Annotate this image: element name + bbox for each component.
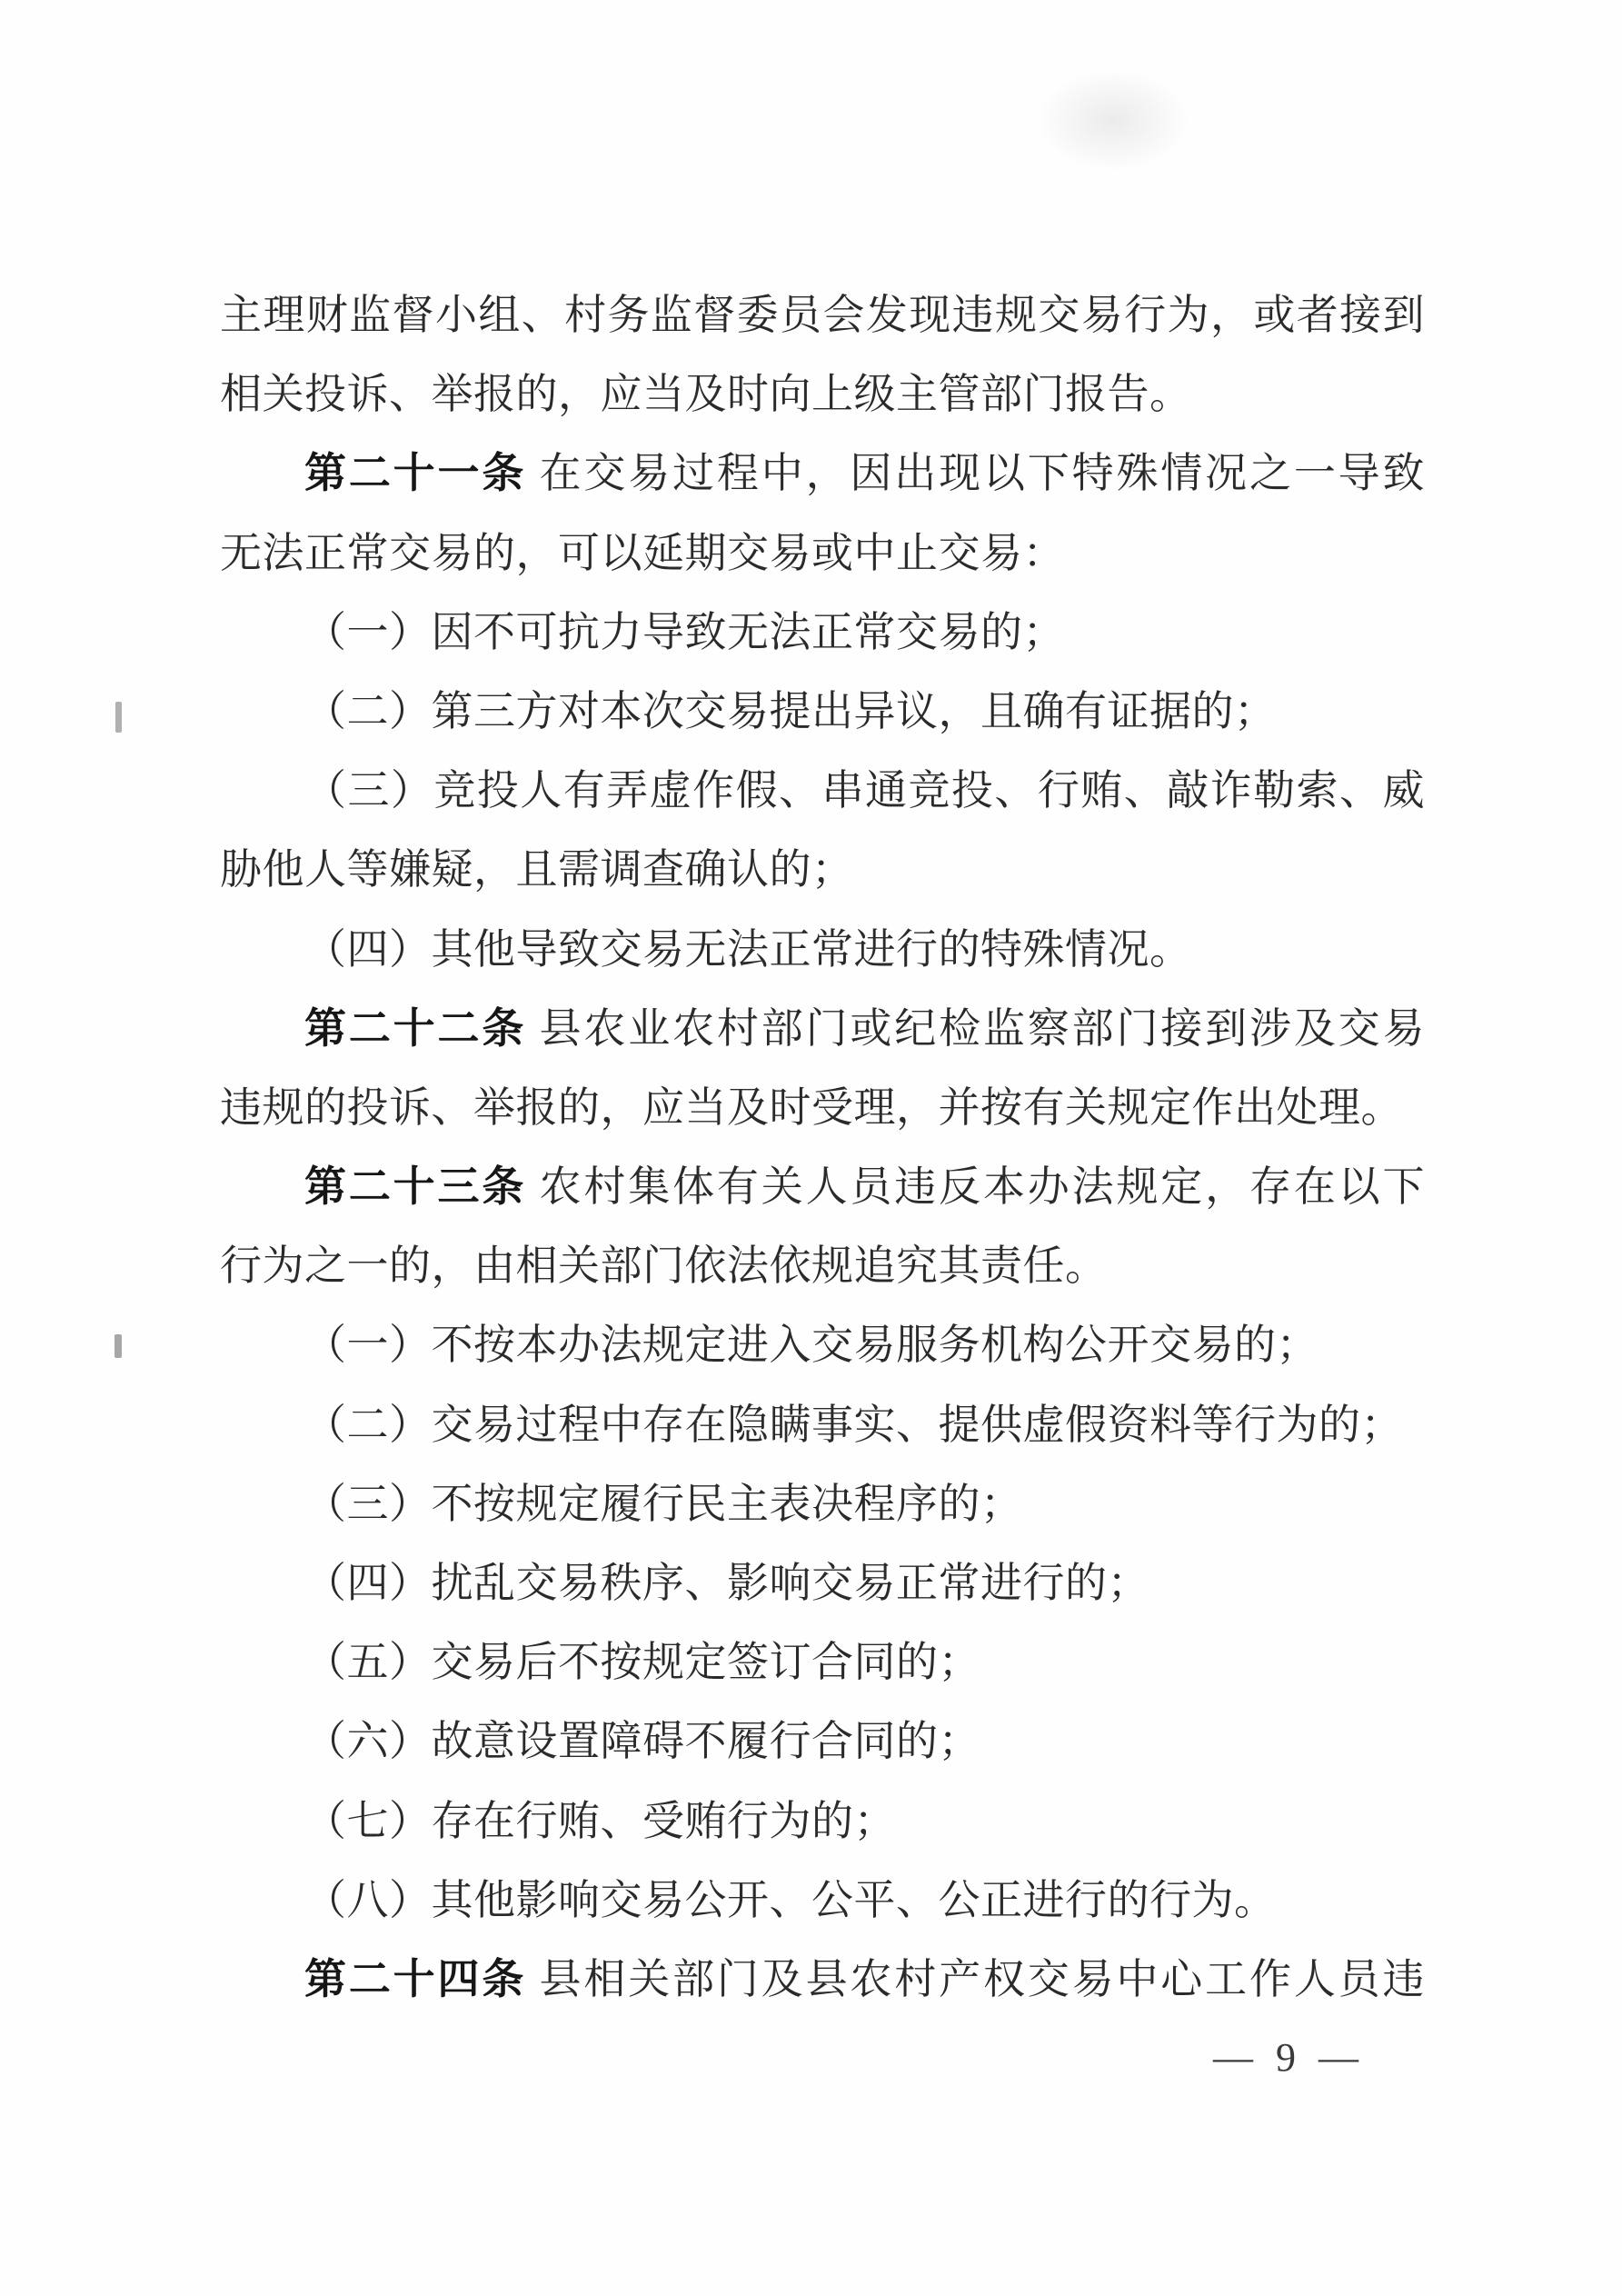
article-number: 第二十二条: [304, 1003, 527, 1052]
text-line: 第二十二条 县农业农村部门或纪检监察部门接到涉及交易: [304, 1003, 1426, 1052]
text-line: 相关投诉、举报的，应当及时向上级主管部门报告。: [220, 371, 1192, 418]
text-line: （三）竞投人有弄虚作假、串通竞投、行贿、敲诈勒索、威: [304, 767, 1425, 814]
page-number: — 9 —: [1213, 2035, 1365, 2080]
text-line: 行为之一的，由相关部门依法依规追究其责任。: [220, 1243, 1108, 1290]
text-line: （四）其他导致交易无法正常进行的特殊情况。: [304, 925, 1192, 973]
text-line: 违规的投诉、举报的，应当及时受理，并按有关规定作出处理。: [220, 1083, 1403, 1131]
text-line: （二）交易过程中存在隐瞒事实、提供虚假资料等行为的；: [304, 1401, 1403, 1448]
text-line: （一）因不可抗力导致无法正常交易的；: [304, 608, 1065, 655]
text-line: （八）其他影响交易公开、公平、公正进行的行为。: [304, 1876, 1277, 1923]
text-line: 胁他人等嫌疑，且需调查确认的；: [220, 846, 854, 893]
article-number: 第二十三条: [304, 1163, 527, 1211]
article-number: 第二十一条: [304, 449, 527, 497]
text-line: （三）不按规定履行民主表决程序的；: [304, 1480, 1023, 1527]
text-line: （四）扰乱交易秩序、影响交易正常进行的；: [304, 1560, 1149, 1606]
text-line: 主理财监督小组、村务监督委员会发现违规交易行为，或者接到: [220, 292, 1425, 338]
document-lines: [220, 275, 1425, 2019]
text-line: （五）交易后不按规定签订合同的；: [304, 1639, 980, 1686]
text-line: 无法正常交易的，可以延期交易或中止交易：: [220, 529, 1065, 576]
text-line: 第二十四条 县相关部门及县农村产权交易中心工作人员违: [304, 1954, 1426, 2002]
article-number: 第二十四条: [304, 1954, 527, 2002]
scan-artifact: [1036, 68, 1190, 173]
scan-artifact: [114, 1334, 122, 1358]
text-line: （六）故意设置障碍不履行合同的；: [304, 1718, 980, 1765]
text-line: 第二十一条 在交易过程中，因出现以下特殊情况之一导致: [304, 449, 1426, 497]
text-line: （一）不按本办法规定进入交易服务机构公开交易的；: [304, 1322, 1318, 1369]
text-line: （二）第三方对本次交易提出异议，且确有证据的；: [304, 687, 1277, 734]
text-line: （七）存在行贿、受贿行为的；: [304, 1797, 896, 1844]
scan-artifact: [115, 702, 122, 733]
text-line: 第二十三条 农村集体有关人员违反本办法规定，存在以下: [304, 1163, 1426, 1211]
